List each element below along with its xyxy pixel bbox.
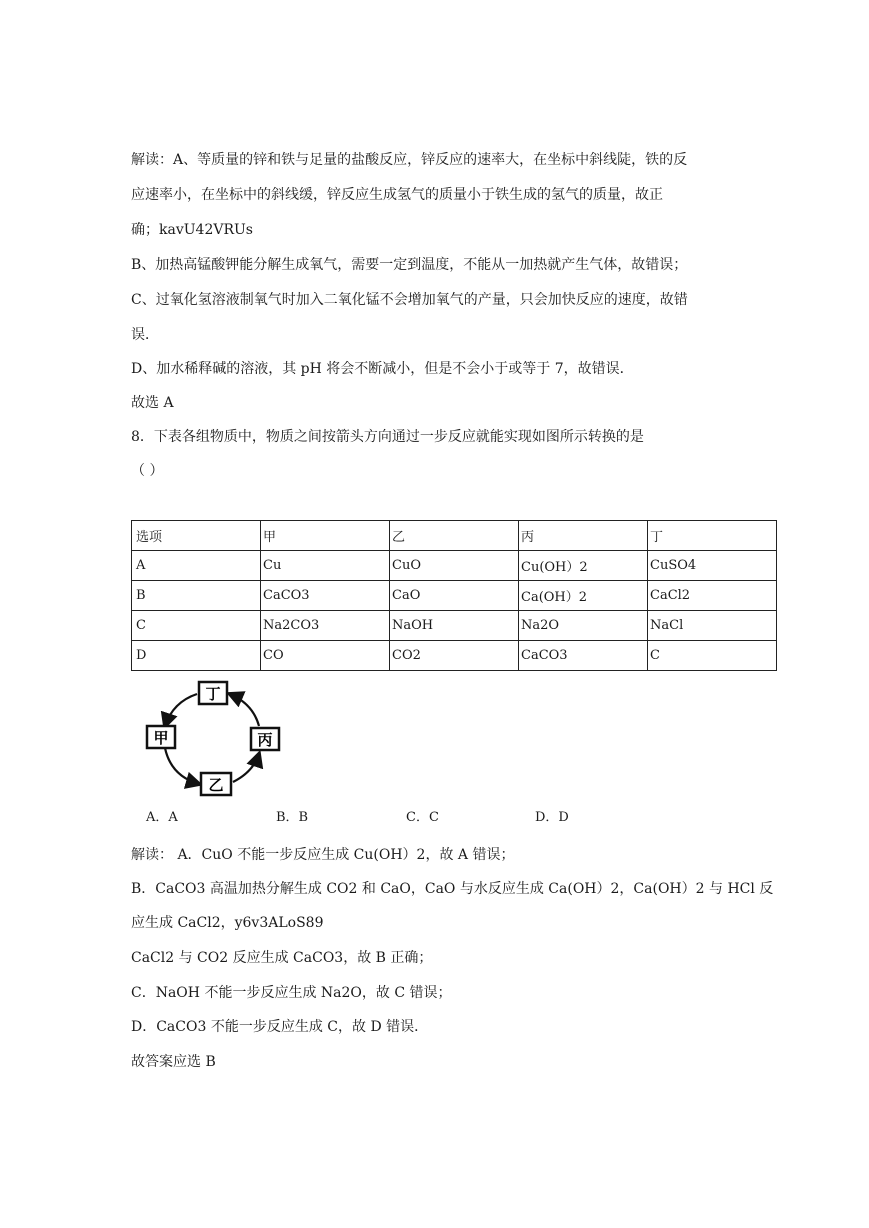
table-header-cell: 乙 — [390, 521, 519, 551]
table-header-cell: 丙 — [519, 521, 648, 551]
table-cell: Cu(OH）2 — [519, 551, 648, 581]
question-blank: （ ） — [131, 463, 164, 479]
table-cell: A — [132, 551, 261, 581]
table-cell: CaO — [390, 581, 519, 611]
table-cell: Na2CO3 — [261, 611, 390, 641]
table-cell: CaCO3 — [519, 641, 648, 671]
options-table — [131, 520, 777, 671]
table-row — [132, 611, 777, 641]
arrow-jia-to-yi — [165, 748, 199, 784]
analysis-line: D．CaCO3 不能一步反应生成 C，故 D 错误． — [131, 1019, 429, 1035]
table-cell: Cu — [261, 551, 390, 581]
label-ding: 丁 — [205, 685, 221, 703]
analysis-line: B、加热高锰酸钾能分解生成氧气，需要一定到温度，不能从一加热就产生气体，故错误； — [131, 257, 688, 273]
table-row — [132, 581, 777, 611]
conversion-cycle-diagram — [131, 676, 291, 801]
arrow-ding-to-jia — [165, 694, 197, 726]
table-header-cell: 甲 — [261, 521, 390, 551]
analysis-line: 误． — [131, 327, 159, 343]
table-cell: CuO — [390, 551, 519, 581]
table-cell: CuSO4 — [648, 551, 777, 581]
table-cell: CO — [261, 641, 390, 671]
choice-d: D．D — [535, 810, 569, 825]
label-yi: 乙 — [208, 776, 224, 794]
analysis-line: 解读： A．CuO 不能一步反应生成 Cu(OH）2，故 A 错误； — [131, 847, 515, 863]
table-header-cell: 丁 — [648, 521, 777, 551]
analysis-line: CaCl2 与 CO2 反应生成 CaCO3，故 B 正确； — [131, 950, 433, 966]
arrow-yi-to-bing — [233, 754, 259, 782]
analysis-line: 应速率小，在坐标中的斜线缓，锌反应生成氢气的质量小于铁生成的氢气的质量，故正 — [131, 187, 663, 203]
analysis-line: 应生成 CaCl2，y6v3ALoS89 — [131, 915, 324, 931]
table-cell: C — [132, 611, 261, 641]
choice-c: C．C — [406, 810, 439, 825]
analysis-line: 确；kavU42VRUs — [131, 222, 253, 238]
table-cell: NaCl — [648, 611, 777, 641]
analysis-line: C．NaOH 不能一步反应生成 Na2O，故 C 错误； — [131, 985, 452, 1001]
table-cell: CaCl2 — [648, 581, 777, 611]
table-row — [132, 641, 777, 671]
arrow-bing-to-ding — [230, 694, 259, 726]
label-bing: 丙 — [257, 731, 273, 749]
answer-line: 故选 A — [131, 395, 174, 411]
choice-a: A．A — [146, 810, 178, 825]
table-cell: B — [132, 581, 261, 611]
table-cell: NaOH — [390, 611, 519, 641]
table-cell: Na2O — [519, 611, 648, 641]
analysis-line: D、加水稀释碱的溶液，其 pH 将会不断减小，但是不会小于或等于 7，故错误． — [131, 361, 634, 377]
table-header-row — [132, 521, 777, 551]
label-jia: 甲 — [153, 729, 169, 747]
table-row — [132, 551, 777, 581]
choice-b: B．B — [276, 810, 309, 825]
table-cell: C — [648, 641, 777, 671]
table-cell: D — [132, 641, 261, 671]
analysis-line: B．CaCO3 高温加热分解生成 CO2 和 CaO，CaO 与水反应生成 Ca(OH）2，Ca(OH）2 与 HCl 反 — [131, 881, 774, 897]
answer-line: 故答案应选 B — [131, 1054, 216, 1070]
table-cell: CO2 — [390, 641, 519, 671]
table-header-cell: 选项 — [132, 521, 261, 551]
analysis-line: 解读：A、等质量的锌和铁与足量的盐酸反应，锌反应的速率大，在坐标中斜线陡，铁的反 — [131, 152, 688, 168]
question-text: 8．下表各组物质中，物质之间按箭头方向通过一步反应就能实现如图所示转换的是 — [131, 429, 644, 445]
table-cell: Ca(OH）2 — [519, 581, 648, 611]
analysis-line: C、过氧化氢溶液制氧气时加入二氧化锰不会增加氧气的产量，只会加快反应的速度，故错 — [131, 292, 688, 308]
table-cell: CaCO3 — [261, 581, 390, 611]
